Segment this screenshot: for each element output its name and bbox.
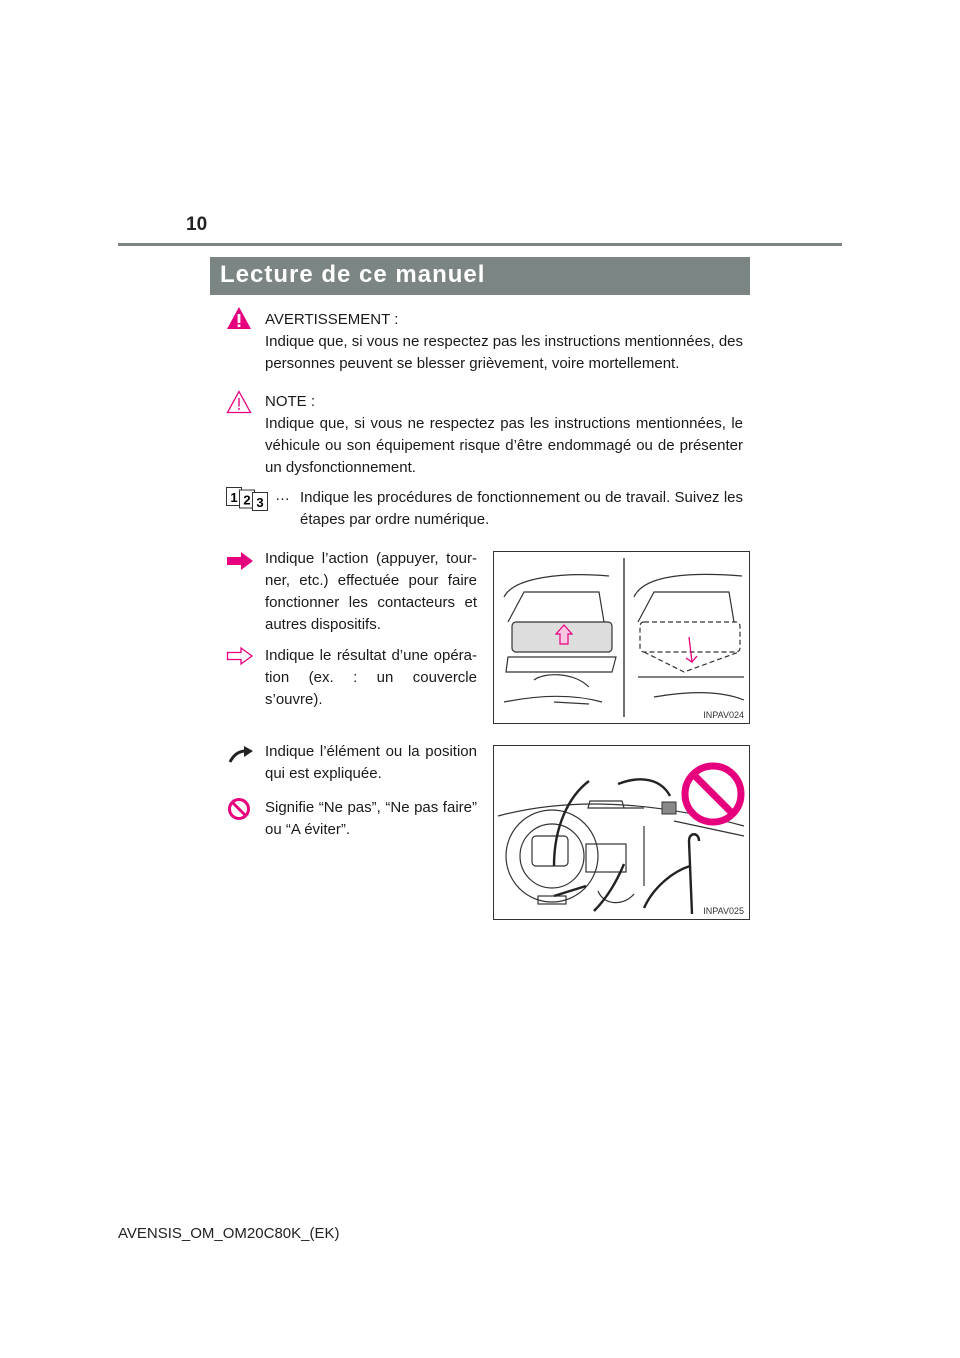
warning-text: Indique que, si vous ne respectez pas les instructions mentionnées, des personnes peuvent se blesser grièvement, voire mortellement. bbox=[265, 333, 743, 372]
step-numbers-icon bbox=[226, 487, 272, 511]
action-arrow-icon bbox=[226, 551, 254, 571]
figure-overhead-console bbox=[493, 551, 750, 724]
step-number-2: 2 bbox=[243, 492, 251, 508]
result-arrow-icon bbox=[226, 646, 254, 666]
action-text: Indique l’action (appuyer, tour-ner, etc.) effectuée pour faire fonctionner les contacteurs et autres dispositifs. bbox=[265, 550, 477, 633]
warning-icon bbox=[226, 306, 252, 330]
prohibition-text: Signifie “Ne pas”, “Ne pas faire” ou “A éviter”. bbox=[265, 799, 477, 838]
step-number-3: 3 bbox=[256, 495, 264, 510]
dashboard-illustration bbox=[494, 746, 749, 919]
steps-text: Indique les procédures de fonctionnement ou de travail. Suivez les étapes par ordre numérique. bbox=[300, 489, 743, 528]
position-text: Indique l’élément ou la position qui est expliquée. bbox=[265, 743, 477, 782]
position-arrow-icon bbox=[228, 746, 254, 764]
notice-text: Indique que, si vous ne respectez pas les instructions mentionnées, le véhicule ou son équipement risque d’être endommagé ou de présenter un dysfonctionnement. bbox=[265, 415, 743, 476]
result-text: Indique le résultat d’une opéra-tion (ex. : un couvercle s’ouvre). bbox=[265, 647, 477, 708]
notice-block bbox=[265, 391, 743, 479]
overhead-console-illustration bbox=[494, 552, 749, 723]
step-number-1: 1 bbox=[230, 490, 238, 505]
footer-code: AVENSIS_OM_OM20C80K_(EK) bbox=[118, 1225, 340, 1242]
warning-title: AVERTISSEMENT : bbox=[265, 311, 399, 328]
warning-block bbox=[265, 309, 743, 375]
header-rule bbox=[118, 243, 842, 246]
notice-title: NOTE : bbox=[265, 393, 316, 410]
prohibition-icon bbox=[227, 797, 251, 821]
page-number: 10 bbox=[186, 214, 208, 235]
figure-label: INPAV025 bbox=[703, 906, 744, 916]
steps-ellipsis: … bbox=[275, 487, 290, 504]
figure-dashboard bbox=[493, 745, 750, 920]
section-title: Lecture de ce manuel bbox=[210, 257, 750, 295]
caution-icon bbox=[226, 390, 252, 414]
figure-label: INPAV024 bbox=[703, 710, 744, 720]
